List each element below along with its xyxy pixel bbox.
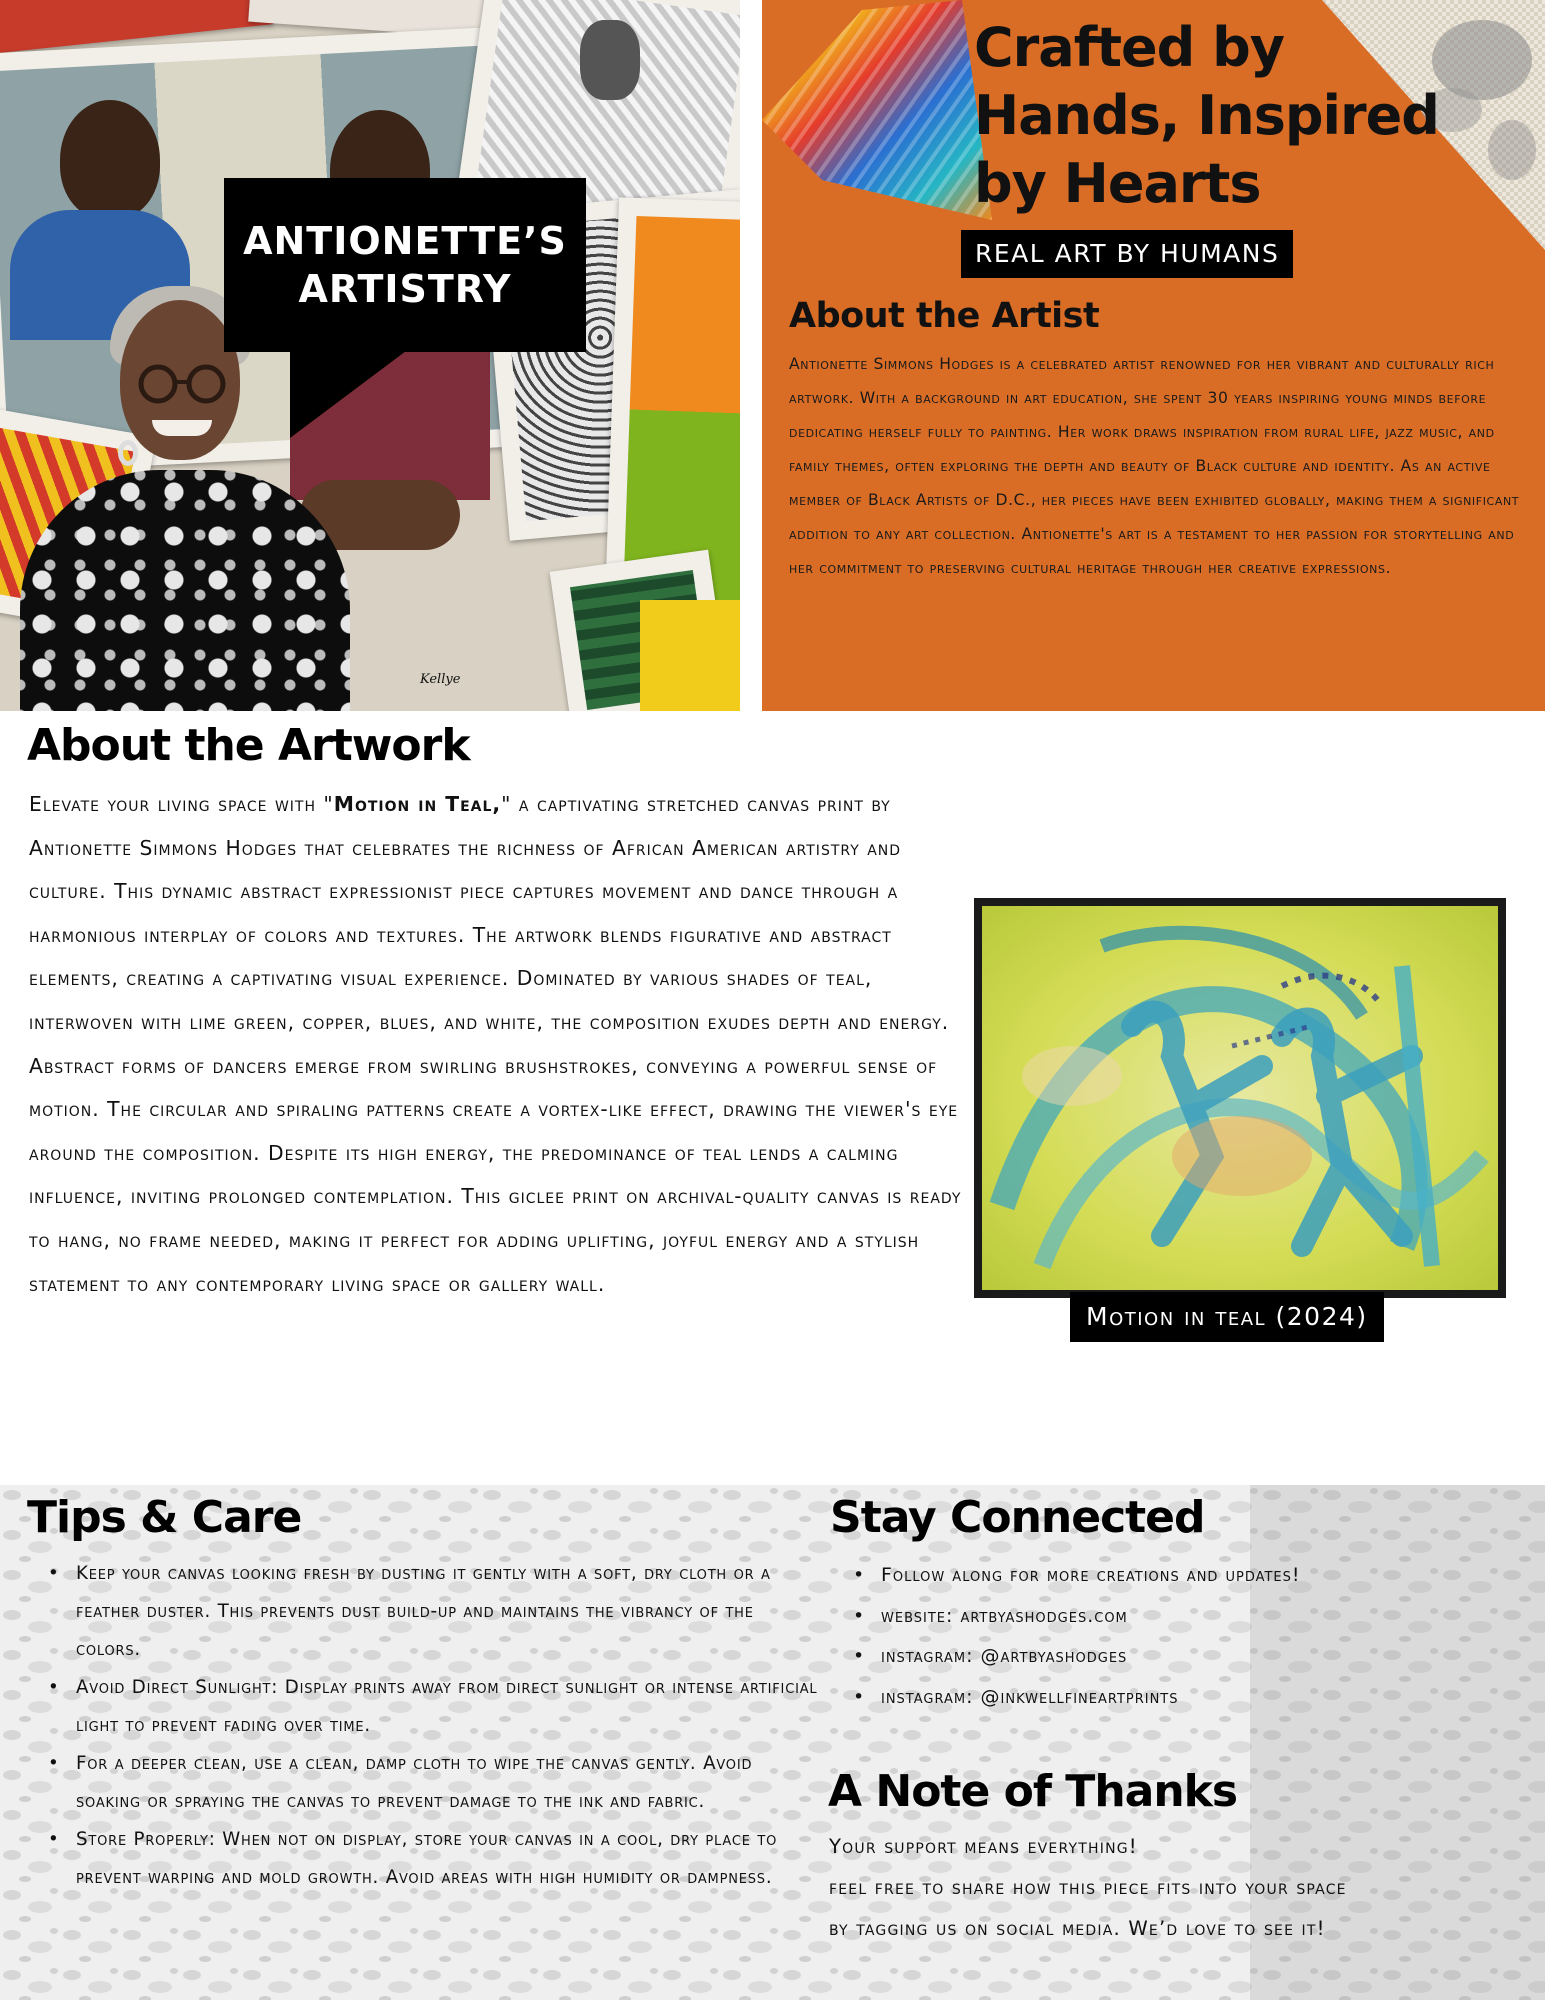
artist-portrait-body [20,470,350,711]
stay-connected-heading: Stay Connected [830,1492,1205,1543]
tip-item: • Keep your canvas looking fresh by dusting it gently with a soft, dry cloth or a feather duster. This prevents dust build-up and maintains the vibrancy of the colors. [48,1555,818,1669]
hero-collage-photo [0,0,740,711]
thanks-line: feel free to share how this piece fits into your space [829,1876,1347,1899]
instagram-link[interactable]: • instagram: @inkwellfineartprints [853,1677,1413,1718]
thanks-line: Your support means everything! [829,1835,1138,1858]
banner-headline-line3: by Hearts [974,152,1261,215]
painting-signature: Kellye [420,672,461,687]
about-artwork-heading: About the Artwork [27,720,470,771]
artwork-text-rest: " a captivating stretched canvas print by Antionette Simmons Hodges that celebrates the richness of African American artistry and culture. This dynamic abstract expressionist piece captures movement and dance through a harmonious interplay of colors and textures. The artwork blends figurative and abstract elements, creating a captivating visual experience. Dominated by various shades of teal, interwoven with lime green, copper, blues, and white, the composition exudes depth and energy. Abstract forms of dancers emerge from swirling brushstrokes, conveying a powerful sense of motion. The circular and spiraling patterns create a vortex-like effect, drawing the viewer's eye around the composition. Despite its high energy, the predominance of teal lends a calming influence, inviting prolonged contemplation. This giclee print on archival-quality canvas is ready to hang, no frame needed, making it perfect for adding uplifting, joyful energy and a stylish statement to any contemporary living space or gallery wall. [29,792,962,1296]
banner-headline-line1: Crafted by [974,16,1284,79]
brand-name-line2: ARTISTRY [298,267,512,311]
tip-item: • Avoid Direct Sunlight: Display prints away from direct sunlight or intense artificial light to prevent fading over time. [48,1669,818,1745]
about-artwork-text [29,783,964,1306]
tip-item: • Store Properly: When not on display, store your canvas in a cool, dry place to prevent warping and mold growth. Avoid areas with high humidity or dampness. [48,1821,818,1897]
banner-headline [974,14,1514,218]
artwork-caption: Motion in teal (2024) [1070,1292,1384,1342]
brand-speech-bubble [224,178,586,352]
banner-headline-line2: Hands, Inspired [974,84,1439,147]
tips-list [48,1555,818,1897]
connect-item: • Follow along for more creations and updates! [853,1555,1413,1596]
instagram-link[interactable]: • instagram: @artbyashodges [853,1636,1413,1677]
motion-in-teal-painting [982,906,1498,1290]
real-art-tag: REAL ART BY HUMANS [961,230,1293,278]
tip-item: • For a deeper clean, use a clean, damp cloth to wipe the canvas gently. Avoid soaking or spraying the canvas to prevent damage to the ink and fabric. [48,1745,818,1821]
brand-name-line1: ANTIONETTE’S [243,219,567,263]
thanks-line: by tagging us on social media. We’d love to see it! [829,1917,1326,1940]
about-artist-heading: About the Artist [789,296,1100,336]
artwork-text-intro: Elevate your living space with " [29,792,334,816]
thanks-heading: A Note of Thanks [828,1766,1238,1817]
stay-connected-list [853,1555,1413,1717]
about-artist-text: Antionette Simmons Hodges is a celebrated artist renowned for her vibrant and culturally rich artwork. With a background in art education, she spent 30 years inspiring young minds before dedicating herself fully to painting. Her work draws inspiration from rural life, jazz music, and family themes, often exploring the depth and beauty of Black culture and identity. As an active member of Black Artists of D.C., her pieces have been exhibited globally, making them a significant addition to any art collection. Antionette's art is a testament to her passion for storytelling and her commitment to preserving cultural heritage through her creative expressions. [789,355,1520,577]
artwork-title-bold: Motion in Teal, [333,792,502,816]
tips-heading: Tips & Care [27,1492,302,1543]
glasses-icon [136,364,228,404]
artwork-image [974,898,1506,1298]
website-link[interactable]: • website: artbyashodges.com [853,1596,1413,1637]
